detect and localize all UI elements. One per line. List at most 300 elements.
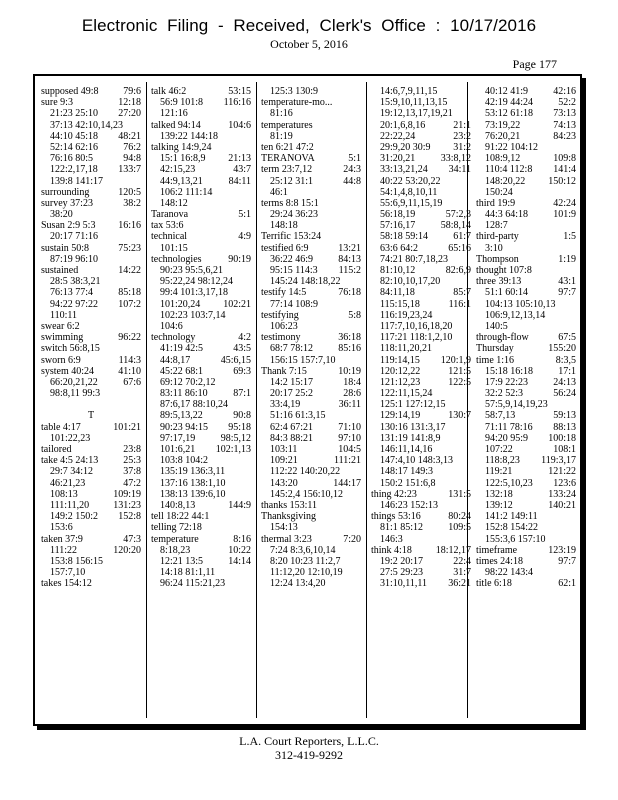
index-ref: 47:3 bbox=[123, 533, 141, 545]
index-text: 83:11 86:10 bbox=[160, 388, 208, 400]
index-text: 143:20 bbox=[270, 477, 298, 489]
index-text: 156:15 157:7,10 bbox=[270, 354, 336, 366]
index-text: 96:24 115:21,23 bbox=[160, 578, 226, 590]
page-number: Page 177 bbox=[512, 57, 557, 71]
index-entry-continuation-line bbox=[41, 310, 141, 321]
index-text: tailored bbox=[41, 444, 72, 455]
index-text: Taranova bbox=[151, 209, 189, 221]
index-text: testified 6:9 bbox=[261, 242, 309, 254]
index-text: 8:18,23 bbox=[160, 544, 191, 556]
index-entry-continuation-line bbox=[476, 108, 576, 119]
index-text: 20:17 71:16 bbox=[50, 231, 99, 243]
index-text: 153:6 bbox=[50, 522, 73, 534]
index-text: 145:2,4 156:10,12 bbox=[270, 488, 344, 500]
column-divider bbox=[146, 82, 147, 718]
index-entry-headword-line bbox=[261, 231, 361, 242]
index-entry-continuation-line bbox=[151, 399, 251, 410]
index-entry-headword-line bbox=[261, 120, 361, 131]
index-text: take 4:5 24:13 bbox=[41, 455, 99, 467]
index-text: 112:22 140:20,22 bbox=[270, 466, 341, 478]
index-entry-continuation-line bbox=[476, 299, 576, 310]
index-entry-continuation-line bbox=[476, 120, 576, 131]
index-text: 129:14,19 bbox=[380, 410, 421, 422]
index-ref: 111:21 bbox=[333, 455, 361, 467]
index-text: testifying bbox=[261, 309, 299, 321]
index-entry-headword-line bbox=[261, 97, 361, 108]
index-ref: 75:23 bbox=[118, 242, 141, 254]
filing-stamp-title: Electronic Filing - Received, Clerk's Office : 10/17/2016 bbox=[81, 16, 537, 35]
index-entry-continuation-line bbox=[371, 276, 471, 287]
index-entry-headword-line bbox=[41, 332, 141, 343]
index-entry-continuation-line bbox=[261, 556, 361, 567]
index-ref: 53:15 bbox=[228, 86, 251, 97]
index-text: 42:15,23 bbox=[160, 164, 196, 176]
index-text: 95:15 114:3 bbox=[270, 265, 318, 276]
index-text: 122:5,10,23 bbox=[485, 477, 533, 489]
index-entry-continuation-line bbox=[476, 410, 576, 421]
index-text: 53:12 61:18 bbox=[485, 108, 534, 120]
index-text: talked 94:14 bbox=[151, 119, 201, 131]
index-entry-continuation-line bbox=[151, 187, 251, 198]
index-ref: 109:8 bbox=[553, 153, 576, 165]
index-ref: 33:8,12 bbox=[440, 153, 471, 165]
index-entry-continuation-line bbox=[371, 310, 471, 321]
index-entry-continuation-line bbox=[41, 545, 141, 556]
index-entry-continuation-line bbox=[151, 478, 251, 489]
index-text: testify 14:5 bbox=[261, 287, 307, 299]
index-text: 139:22 144:18 bbox=[160, 130, 219, 142]
index-ref: 87:1 bbox=[233, 388, 251, 400]
index-text: 103:11 bbox=[270, 444, 298, 455]
index-text: Thursday bbox=[476, 343, 514, 355]
column-divider bbox=[366, 82, 367, 718]
index-text: 81:19 bbox=[270, 130, 293, 142]
index-entry-continuation-line bbox=[151, 500, 251, 511]
index-entry-continuation-line bbox=[151, 276, 251, 287]
index-text: 12:24 13:4,20 bbox=[270, 578, 326, 590]
index-text: 139:12 bbox=[485, 499, 513, 511]
index-entry-continuation-line bbox=[371, 343, 471, 354]
index-ref: 121:5 bbox=[448, 365, 471, 377]
index-entry-continuation-line bbox=[41, 388, 141, 399]
index-entry-continuation-line bbox=[41, 164, 141, 175]
index-entry-continuation-line bbox=[261, 433, 361, 444]
index-ref: 18:4 bbox=[343, 376, 361, 388]
index-text: 146:11,14,16 bbox=[380, 444, 433, 455]
index-text: three 39:13 bbox=[476, 276, 522, 288]
index-entry-continuation-line bbox=[261, 444, 361, 455]
index-text: 146:23 152:13 bbox=[380, 499, 439, 511]
index-entry-continuation-line bbox=[371, 108, 471, 119]
index-entry-continuation-line bbox=[371, 466, 471, 477]
index-ref: 76:2 bbox=[123, 141, 141, 153]
index-entry-continuation-line bbox=[371, 422, 471, 433]
index-text: 99:4 101:3,17,18 bbox=[160, 287, 229, 299]
index-text: technical bbox=[151, 231, 188, 243]
index-entry-continuation-line bbox=[41, 131, 141, 142]
index-entry-continuation-line bbox=[41, 556, 141, 567]
index-entry-continuation-line bbox=[261, 131, 361, 142]
index-text: 36:22 46:9 bbox=[270, 253, 314, 265]
index-entry-continuation-line bbox=[371, 187, 471, 198]
index-ref: 73:13 bbox=[553, 108, 576, 120]
index-text: temperatures bbox=[261, 119, 313, 131]
index-text: 15:18 16:18 bbox=[485, 365, 534, 377]
index-text: 120:12,22 bbox=[380, 365, 421, 377]
index-entry-continuation-line bbox=[151, 321, 251, 332]
index-text: 101:6,21 bbox=[160, 444, 196, 455]
index-text: 44:10 45:18 bbox=[50, 130, 99, 142]
index-ref: 115:2 bbox=[338, 265, 361, 276]
index-entry-continuation-line bbox=[151, 131, 251, 142]
index-entry-continuation-line bbox=[476, 567, 576, 578]
index-entry-headword-line bbox=[41, 198, 141, 209]
index-entry-continuation-line bbox=[371, 578, 471, 589]
index-entry-headword-line bbox=[151, 522, 251, 533]
index-entry-headword-line bbox=[151, 220, 251, 231]
index-column-5 bbox=[476, 86, 576, 716]
index-ref: 17:1 bbox=[558, 365, 576, 377]
index-text: title 6:18 bbox=[476, 578, 512, 590]
index-entry-continuation-line bbox=[151, 97, 251, 108]
index-text: 137:16 138:1,10 bbox=[160, 477, 226, 489]
index-entry-continuation-line bbox=[371, 120, 471, 131]
index-text: sure 9:3 bbox=[41, 97, 73, 109]
index-text: talking 14:9,24 bbox=[151, 141, 212, 153]
index-entry-headword-line bbox=[151, 120, 251, 131]
index-entry-headword-line bbox=[151, 142, 251, 153]
index-entry-continuation-line bbox=[261, 388, 361, 399]
index-text: 110:11 bbox=[50, 309, 78, 321]
index-entry-continuation-line bbox=[371, 220, 471, 231]
index-entry-continuation-line bbox=[476, 287, 576, 298]
index-entry-continuation-line bbox=[476, 478, 576, 489]
index-ref: 31:2 bbox=[453, 141, 471, 153]
index-text: 139:8 141:17 bbox=[50, 175, 104, 187]
index-entry-headword-line bbox=[261, 153, 361, 164]
index-ref: 140:21 bbox=[548, 499, 576, 511]
index-text: 95:22,24 98:12,24 bbox=[160, 276, 234, 288]
index-text: surrounding bbox=[41, 186, 90, 198]
index-entry-continuation-line bbox=[261, 265, 361, 276]
index-ref: 144:17 bbox=[333, 477, 361, 489]
index-text: 104:13 105:10,13 bbox=[485, 298, 556, 310]
index-entry-headword-line bbox=[151, 231, 251, 242]
index-ref: 22:4 bbox=[453, 555, 471, 567]
index-entry-continuation-line bbox=[261, 466, 361, 477]
index-ref: 57:2,3 bbox=[445, 209, 471, 221]
index-ref: 10:19 bbox=[338, 365, 361, 377]
index-ref: 108:1 bbox=[553, 444, 576, 455]
index-ref: 1:5 bbox=[563, 231, 576, 243]
index-ref: 21:1 bbox=[453, 119, 471, 131]
index-text: 56:18,19 bbox=[380, 209, 416, 221]
index-text: 44:8,17 bbox=[160, 354, 191, 366]
index-ref: 59:13 bbox=[553, 410, 576, 422]
index-entry-continuation-line bbox=[151, 455, 251, 466]
index-text: 140:5 bbox=[485, 320, 508, 332]
index-entry-continuation-line bbox=[371, 377, 471, 388]
index-entry-continuation-line bbox=[261, 355, 361, 366]
index-entry-headword-line bbox=[371, 511, 471, 522]
index-text: 8:20 10:23 11:2,7 bbox=[270, 555, 341, 567]
index-ref: 45:6,15 bbox=[220, 354, 251, 366]
index-text: 108:9,12 bbox=[485, 153, 521, 165]
index-entry-continuation-line bbox=[371, 209, 471, 220]
court-reporter-name: L.A. Court Reporters, L.L.C. bbox=[239, 734, 379, 748]
index-ref: 82:6,9 bbox=[445, 265, 471, 276]
index-entry-continuation-line bbox=[41, 254, 141, 265]
column-divider bbox=[256, 82, 257, 718]
index-entry-headword-line bbox=[476, 198, 576, 209]
index-ref: 23:8 bbox=[123, 444, 141, 455]
index-text: term 23:7,12 bbox=[261, 164, 313, 176]
index-entry-continuation-line bbox=[371, 433, 471, 444]
index-text: 31:20,21 bbox=[380, 153, 416, 165]
index-ref: 34:11 bbox=[448, 164, 471, 176]
index-entry-continuation-line bbox=[151, 433, 251, 444]
index-entry-continuation-line bbox=[151, 556, 251, 567]
index-text: 14:2 15:17 bbox=[270, 376, 314, 388]
index-text: 57:5,9,14,19,23 bbox=[485, 399, 548, 411]
index-text: times 24:18 bbox=[476, 555, 523, 567]
index-ref: 116:1 bbox=[448, 298, 471, 310]
index-ref: 69:3 bbox=[233, 365, 251, 377]
index-entry-continuation-line bbox=[261, 455, 361, 466]
index-text: 29:7 34:12 bbox=[50, 466, 94, 478]
index-text: 148:17 149:3 bbox=[380, 466, 434, 478]
index-text: 45:22 68:1 bbox=[160, 365, 204, 377]
index-entry-headword-line bbox=[261, 243, 361, 254]
index-entry-continuation-line bbox=[151, 410, 251, 421]
index-ref: 97:7 bbox=[558, 555, 576, 567]
index-ref: 7:20 bbox=[343, 533, 361, 545]
index-ref: 131:5 bbox=[448, 488, 471, 500]
index-ref: 120:5 bbox=[118, 186, 141, 198]
index-entry-headword-line bbox=[476, 355, 576, 366]
index-ref: 120:1,9 bbox=[440, 354, 471, 366]
index-entry-continuation-line bbox=[261, 522, 361, 533]
index-ref: 25:3 bbox=[123, 455, 141, 467]
index-text: 33:13,21,24 bbox=[380, 164, 428, 176]
index-entry-continuation-line bbox=[151, 366, 251, 377]
index-ref: 10:22 bbox=[228, 544, 251, 556]
index-entry-continuation-line bbox=[371, 299, 471, 310]
index-text: 81:10,12 bbox=[380, 265, 416, 276]
index-entry-continuation-line bbox=[261, 299, 361, 310]
index-text: 117:7,10,16,18,20 bbox=[380, 320, 453, 332]
index-entry-headword-line bbox=[261, 511, 361, 522]
index-ref: 5:1 bbox=[348, 153, 361, 165]
index-text: 76:20,21 bbox=[485, 130, 521, 142]
index-text: 33:4,19 bbox=[270, 399, 301, 411]
index-entry-continuation-line bbox=[476, 86, 576, 97]
index-entry-continuation-line bbox=[41, 522, 141, 533]
index-text: 87:19 96:10 bbox=[50, 253, 99, 265]
index-text: 111:11,20 bbox=[50, 499, 90, 511]
index-ref: 16:16 bbox=[118, 220, 141, 232]
index-text: 103:8 104:2 bbox=[160, 455, 209, 467]
index-text: 27:5 29:23 bbox=[380, 567, 424, 579]
index-ref: 74:13 bbox=[553, 119, 576, 131]
index-entry-continuation-line bbox=[371, 366, 471, 377]
index-entry-continuation-line bbox=[371, 444, 471, 455]
index-entry-headword-line bbox=[41, 343, 141, 354]
index-entry-headword-line bbox=[151, 511, 251, 522]
index-entry-continuation-line bbox=[151, 176, 251, 187]
index-ref: 100:18 bbox=[548, 432, 576, 444]
index-entry-headword-line bbox=[371, 545, 471, 556]
index-ref: 21:13 bbox=[228, 153, 251, 165]
index-text: timeframe bbox=[476, 544, 518, 556]
index-text: 81:1 85:12 bbox=[380, 522, 424, 534]
index-text: 118:8,23 bbox=[485, 455, 520, 467]
index-entry-headword-line bbox=[41, 220, 141, 231]
index-entry-headword-line bbox=[261, 287, 361, 298]
index-ref: 152:8 bbox=[118, 511, 141, 523]
index-ref: 67:6 bbox=[123, 376, 141, 388]
index-text: 87:6,17 88:10,24 bbox=[160, 399, 229, 411]
index-entry-headword-line bbox=[41, 86, 141, 97]
column-divider bbox=[467, 82, 468, 718]
index-entry-continuation-line bbox=[371, 455, 471, 466]
index-entry-continuation-line bbox=[261, 343, 361, 354]
index-text: survey 37:23 bbox=[41, 197, 93, 209]
index-ref: 119:3,17 bbox=[541, 455, 576, 467]
index-entry-headword-line bbox=[476, 265, 576, 276]
index-text: swear 6:2 bbox=[41, 320, 80, 332]
index-ref: 43:7 bbox=[233, 164, 251, 176]
index-entry-headword-line bbox=[261, 310, 361, 321]
index-text: 40:22 53:20,22 bbox=[380, 175, 441, 187]
index-text: technologies bbox=[151, 253, 202, 265]
index-entry-continuation-line bbox=[476, 388, 576, 399]
index-entry-continuation-line bbox=[476, 142, 576, 153]
index-text: 58:18 59:14 bbox=[380, 231, 429, 243]
index-text: 66:20,21,22 bbox=[50, 376, 98, 388]
index-text: 44:9,13,21 bbox=[160, 175, 203, 187]
index-text: 116:19,23,24 bbox=[380, 309, 433, 321]
index-text: table 4:17 bbox=[41, 421, 81, 433]
index-entry-continuation-line bbox=[151, 243, 251, 254]
index-entry-continuation-line bbox=[151, 108, 251, 119]
index-entry-continuation-line bbox=[261, 176, 361, 187]
index-entry-headword-line bbox=[476, 276, 576, 287]
index-text: 46:21,23 bbox=[50, 477, 86, 489]
index-text: through-flow bbox=[476, 332, 529, 344]
index-column-1 bbox=[41, 86, 141, 716]
index-entry-continuation-line bbox=[151, 198, 251, 209]
index-entry-continuation-line bbox=[261, 276, 361, 287]
index-entry-continuation-line bbox=[371, 265, 471, 276]
index-text: 55:6,9,11,15,19 bbox=[380, 197, 443, 209]
index-text: 98:8,11 99:3 bbox=[50, 388, 101, 400]
index-text: 122:2,17,18 bbox=[50, 164, 98, 176]
index-entry-continuation-line bbox=[371, 164, 471, 175]
index-text: taken 37:9 bbox=[41, 533, 83, 545]
index-text: 131:19 141:8,9 bbox=[380, 432, 441, 444]
index-text: 122:11,15,24 bbox=[380, 388, 433, 400]
index-entry-continuation-line bbox=[371, 567, 471, 578]
index-ref: 97:7 bbox=[558, 287, 576, 299]
index-entry-continuation-line bbox=[151, 310, 251, 321]
index-ref: 131:23 bbox=[113, 499, 141, 511]
index-entry-continuation-line bbox=[476, 522, 576, 533]
index-text: 153:8 156:15 bbox=[50, 555, 104, 567]
index-entry-continuation-line bbox=[41, 433, 141, 444]
index-ref: 101:21 bbox=[113, 421, 141, 433]
index-ref: 85:16 bbox=[338, 343, 361, 355]
index-entry-continuation-line bbox=[261, 399, 361, 410]
index-ref: 76:18 bbox=[338, 287, 361, 299]
index-text: 140:8,13 bbox=[160, 499, 196, 511]
index-text: 119:21 bbox=[485, 466, 513, 478]
index-column-3 bbox=[261, 86, 361, 716]
index-entry-continuation-line bbox=[371, 231, 471, 242]
index-entry-continuation-line bbox=[476, 366, 576, 377]
index-entry-continuation-line bbox=[151, 489, 251, 500]
index-entry-continuation-line bbox=[41, 231, 141, 242]
index-text: sworn 6:9 bbox=[41, 354, 81, 366]
index-text: Terrific 153:24 bbox=[261, 231, 322, 243]
index-text: supposed 49:8 bbox=[41, 86, 99, 97]
index-text: 110:4 112:8 bbox=[485, 164, 533, 176]
index-entry-continuation-line bbox=[41, 209, 141, 220]
index-text: 40:12 41:9 bbox=[485, 86, 529, 97]
index-ref: 85:7 bbox=[453, 287, 471, 299]
index-entry-continuation-line bbox=[371, 131, 471, 142]
index-text: 19:12,13,17,19,21 bbox=[380, 108, 453, 120]
index-text: 62:4 67:21 bbox=[270, 421, 314, 433]
index-ref: 114:3 bbox=[118, 354, 141, 366]
index-ref: 24:3 bbox=[343, 164, 361, 176]
index-entry-headword-line bbox=[476, 578, 576, 589]
index-text: 101:22,23 bbox=[50, 432, 91, 444]
index-text: 132:18 bbox=[485, 488, 513, 500]
index-ref: 43:1 bbox=[558, 276, 576, 288]
index-ref: 102:1,13 bbox=[215, 444, 251, 455]
index-entry-continuation-line bbox=[476, 164, 576, 175]
index-ref: 42:24 bbox=[553, 197, 576, 209]
index-entry-headword-line bbox=[261, 500, 361, 511]
index-entry-continuation-line bbox=[261, 478, 361, 489]
index-ref: 133:24 bbox=[548, 488, 576, 500]
index-entry-continuation-line bbox=[41, 153, 141, 164]
index-ref: 61:7 bbox=[453, 231, 471, 243]
index-ref: 27:20 bbox=[118, 108, 141, 120]
index-ref: 8:16 bbox=[233, 533, 251, 545]
index-entry-headword-line bbox=[151, 254, 251, 265]
index-entry-continuation-line bbox=[371, 287, 471, 298]
index-entry-headword-line bbox=[151, 332, 251, 343]
index-entry-continuation-line bbox=[371, 332, 471, 343]
index-entry-headword-line bbox=[41, 578, 141, 589]
index-text: 101:15 bbox=[160, 242, 188, 254]
index-entry-continuation-line bbox=[371, 522, 471, 533]
index-ref: 36:21 bbox=[448, 578, 471, 590]
index-text: 106:2 111:14 bbox=[160, 186, 213, 198]
index-text: 32:2 52:3 bbox=[485, 388, 524, 400]
index-entry-headword-line bbox=[371, 489, 471, 500]
index-text: 125:1 127:12,15 bbox=[380, 399, 446, 411]
index-text: 90:23 94:15 bbox=[160, 421, 209, 433]
index-entry-headword-line bbox=[151, 86, 251, 97]
index-ref: 90:8 bbox=[233, 410, 251, 422]
index-text: 37:13 42:10,14,23 bbox=[50, 119, 124, 131]
index-text: 54:1,4,8,10,11 bbox=[380, 186, 438, 198]
index-entry-continuation-line bbox=[476, 534, 576, 545]
index-text: 146:3 bbox=[380, 533, 403, 545]
